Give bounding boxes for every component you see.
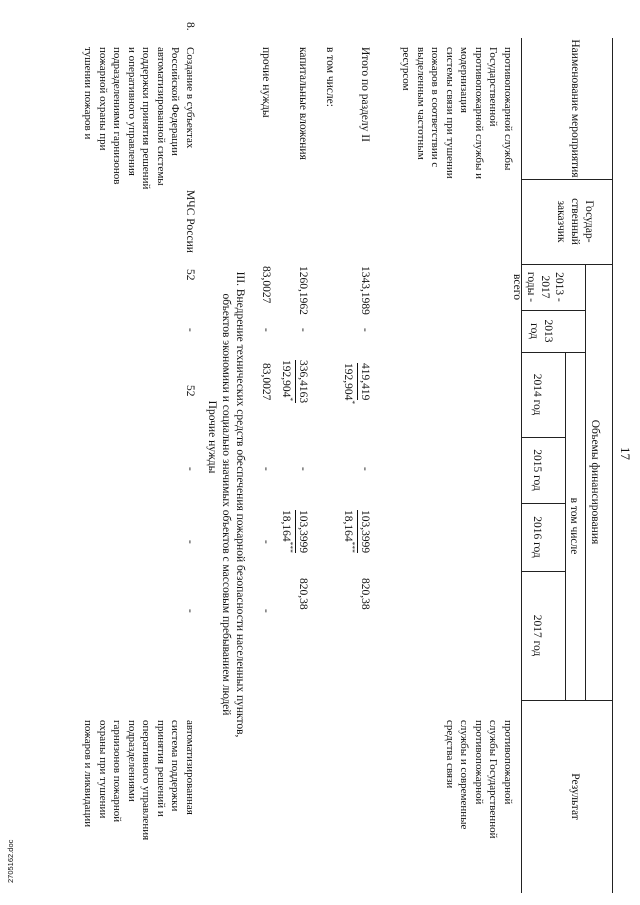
capital-row-2016: 103,3999 18,164*** bbox=[280, 510, 309, 554]
header-total: 2013 - 2017 годы - всего bbox=[510, 271, 565, 303]
total-row-2013: - bbox=[359, 328, 371, 332]
row8-total: 52 bbox=[184, 269, 196, 281]
cont-row-name: противопожарной службы Государственной противопожарной службы и модернизация системы связи при тушении пожаров в соответствии с выделенным частотным ресурсом bbox=[400, 47, 514, 179]
cont-row-result: противопожарной службы Государственной противопожарной службы и современные средства связи bbox=[444, 720, 514, 839]
total-row-2016: 103,3999 18,164*** bbox=[342, 510, 371, 554]
page-number: 17 bbox=[618, 447, 633, 460]
footer-filename: 2705162.doc bbox=[6, 839, 15, 883]
total-row-2017: 820,38 bbox=[359, 578, 371, 610]
incl-title-rule bbox=[565, 352, 566, 700]
capital-row-name: капитальные вложения bbox=[297, 47, 309, 160]
section-title: III. Внедрение технических средств обеспечения пожарной безопасности населенных пунктов, объектов экономики и социально значимых объектов с массовым пребыванием людей bbox=[219, 271, 246, 738]
row8-number: 8. bbox=[184, 22, 196, 31]
total-row-2015: - bbox=[359, 467, 371, 471]
row8-result: автоматизированная система поддержки принятия решений и оперативного управления подразделениями гарнизонов пожарной охраны при тушении пожаров и ликвидации bbox=[82, 720, 196, 841]
other-row-2017: - bbox=[260, 609, 272, 613]
header-result: Результат bbox=[569, 773, 581, 820]
capital-row-total: 1260,1962 bbox=[297, 266, 309, 315]
row8-2013: - bbox=[184, 328, 196, 332]
incl-row-name: в том числе: bbox=[324, 47, 336, 107]
header-2013: 2013 год bbox=[527, 319, 554, 343]
row8-2015: - bbox=[184, 467, 196, 471]
other-row-name: прочие нужды bbox=[260, 47, 272, 118]
header-customer: Государ- ственный заказчик bbox=[554, 198, 595, 245]
capital-row-2015: - bbox=[297, 467, 309, 471]
other-row-2016: - bbox=[260, 540, 272, 544]
capital-row-2013: - bbox=[297, 328, 309, 332]
row8-2017: - bbox=[184, 609, 196, 613]
header-2015: 2015 год bbox=[531, 449, 543, 491]
row8-2016: - bbox=[184, 540, 196, 544]
table-top-rule bbox=[612, 38, 613, 893]
header-2017: 2017 год bbox=[531, 614, 543, 657]
row8-2014: 52 bbox=[184, 385, 196, 397]
row8-customer: МЧС России bbox=[184, 190, 196, 253]
total-row-name: Итого по разделу II bbox=[359, 47, 371, 142]
other-row-2015: - bbox=[260, 467, 272, 471]
table-header-rule bbox=[521, 38, 522, 893]
header-name: Наименование мероприятия bbox=[569, 39, 581, 178]
total-row-total: 1343,1989 bbox=[359, 266, 371, 315]
header-funding: Объемы финансирования bbox=[589, 419, 601, 545]
total-row-2014: 419,419 192,904* bbox=[342, 363, 371, 405]
row8-name: Создание в субъектах Российской Федерации автоматизированной системы поддержки принятия решений и оперативного управления подразделениями гарнизонов пожарной охраны при тушении пожаров и bbox=[82, 47, 196, 190]
capital-row-2014: 336,4163 192,904* bbox=[280, 360, 309, 404]
other-row-total: 83,0027 bbox=[260, 266, 272, 304]
divider-2016 bbox=[522, 503, 566, 504]
capital-row-2017: 820,38 bbox=[297, 578, 309, 610]
subsection-title: Прочие нужды bbox=[206, 400, 218, 474]
header-2014: 2014 год bbox=[531, 373, 543, 416]
divider-2017 bbox=[522, 571, 566, 572]
other-row-2013: - bbox=[260, 328, 272, 332]
funding-title-rule bbox=[585, 264, 586, 700]
header-2016: 2016 год bbox=[531, 516, 543, 558]
header-incl: в том числе bbox=[568, 497, 580, 555]
other-row-2014: 83,0027 bbox=[260, 363, 272, 401]
divider-2015 bbox=[522, 437, 566, 438]
